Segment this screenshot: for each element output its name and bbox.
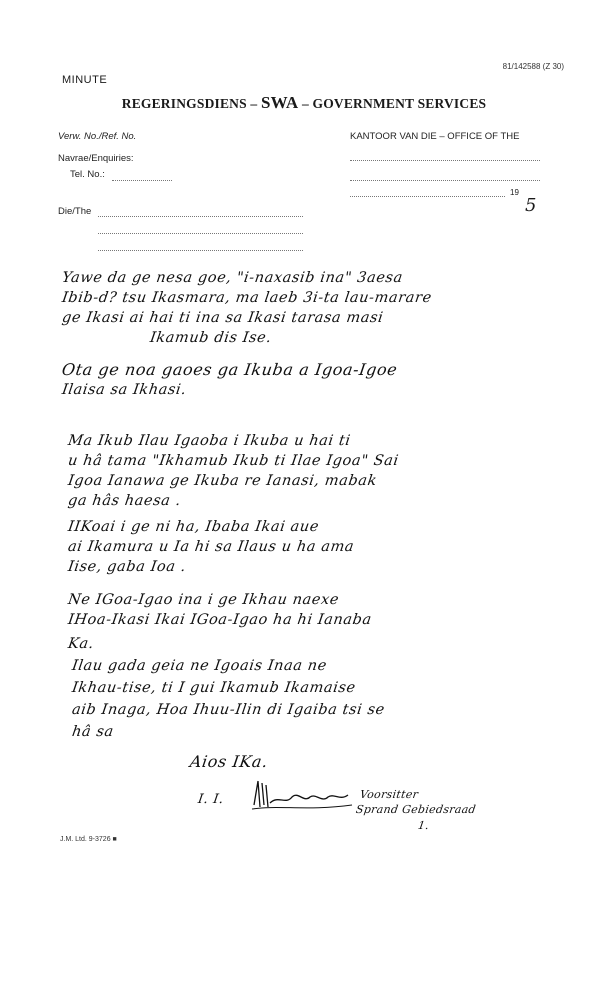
page-number: 5 [525,195,537,216]
handwritten-line-14: Ne IGoa-Igao ina i ge Ikhau naexe [66,592,341,608]
handwritten-line-9: Igoa Ianawa ge Ikuba re Ianasi, mabak [66,473,379,489]
handwritten-line-6: Ilaisa sa Ikhasi. [60,382,188,398]
handwritten-line-13: Iise, gaba Ioa . [66,559,188,575]
header-left: REGERINGSDIENS – [121,96,258,111]
signatory-title-line-2: Sprand Gebiedsraad [355,803,477,816]
signatory-title-line-3: 1. [417,819,431,832]
handwritten-closing: Aios IKa. [188,752,270,771]
tel-label: Tel. No.: [70,169,105,180]
handwritten-line-17: Ilau gada geia ne Igoais Inaa ne [70,658,328,674]
die-the-label: Die/The [58,206,92,217]
die-the-line-2 [98,233,303,234]
handwritten-line-15: IHoa-Ikasi Ikai IGoa-Igao ha hi Ianaba [66,612,373,628]
office-line-2 [350,180,540,181]
handwritten-line-10: ga hâs haesa . [66,493,182,509]
office-line-1 [350,160,540,161]
handwritten-line-20: hâ sa [70,724,115,740]
enquiries-label: Navrae/Enquiries: [58,153,134,164]
handwritten-line-7: Ma Ikub Ilau Igaoba i Ikuba u hai ti [66,433,352,449]
die-the-line-1 [98,216,303,217]
signature-initials: I. I. [196,792,225,807]
header-swa: SWA [260,93,299,112]
year-prefix: 19 [510,188,519,197]
date-line [350,196,505,197]
signatory-title-line-1: Voorsitter [359,788,420,801]
handwritten-line-5: Ota ge noa gaoes ga Ikuba a Igoa-Igoe [60,360,399,379]
tel-line [112,180,172,181]
handwritten-line-11: IIKoai i ge ni ha, Ibaba Ikai aue [66,519,321,535]
handwritten-line-2: Ibib-d? tsu Ikasmara, ma laeb 3i-ta lau-marare [60,290,433,306]
minute-heading: MINUTE [62,74,108,86]
handwritten-line-3: ge Ikasi ai hai ti ina sa Ikasi tarasa masi [60,310,385,326]
office-label: KANTOOR VAN DIE – OFFICE OF THE [350,131,520,142]
handwritten-line-4: Ikamub dis Ise. [148,330,273,346]
handwritten-line-16: Ka. [66,636,96,652]
printer-imprint: J.M. Ltd. 9-3726 ■ [60,836,117,843]
ref-number-label: Verw. No./Ref. No. [58,131,137,142]
form-reference: 81/142588 (Z 30) [502,62,564,71]
handwritten-line-8: u hâ tama "Ikhamub Ikub ti Ilae Igoa" Sai [66,453,400,469]
header-right: – GOVERNMENT SERVICES [301,96,487,111]
department-header [0,93,608,113]
handwritten-line-1: Yawe da ge nesa goe, "i-naxasib ina" 3aesa [60,270,404,286]
handwritten-line-18: Ikhau-tise, ti I gui Ikamub Ikamaise [70,680,357,696]
handwritten-line-12: ai Ikamura u Ia hi sa Ilaus u ha ama [66,539,356,555]
signature-image [248,775,358,815]
handwritten-line-19: aib Inaga, Hoa Ihuu-Ilin di Igaiba tsi se [70,702,386,718]
die-the-line-3 [98,250,303,251]
